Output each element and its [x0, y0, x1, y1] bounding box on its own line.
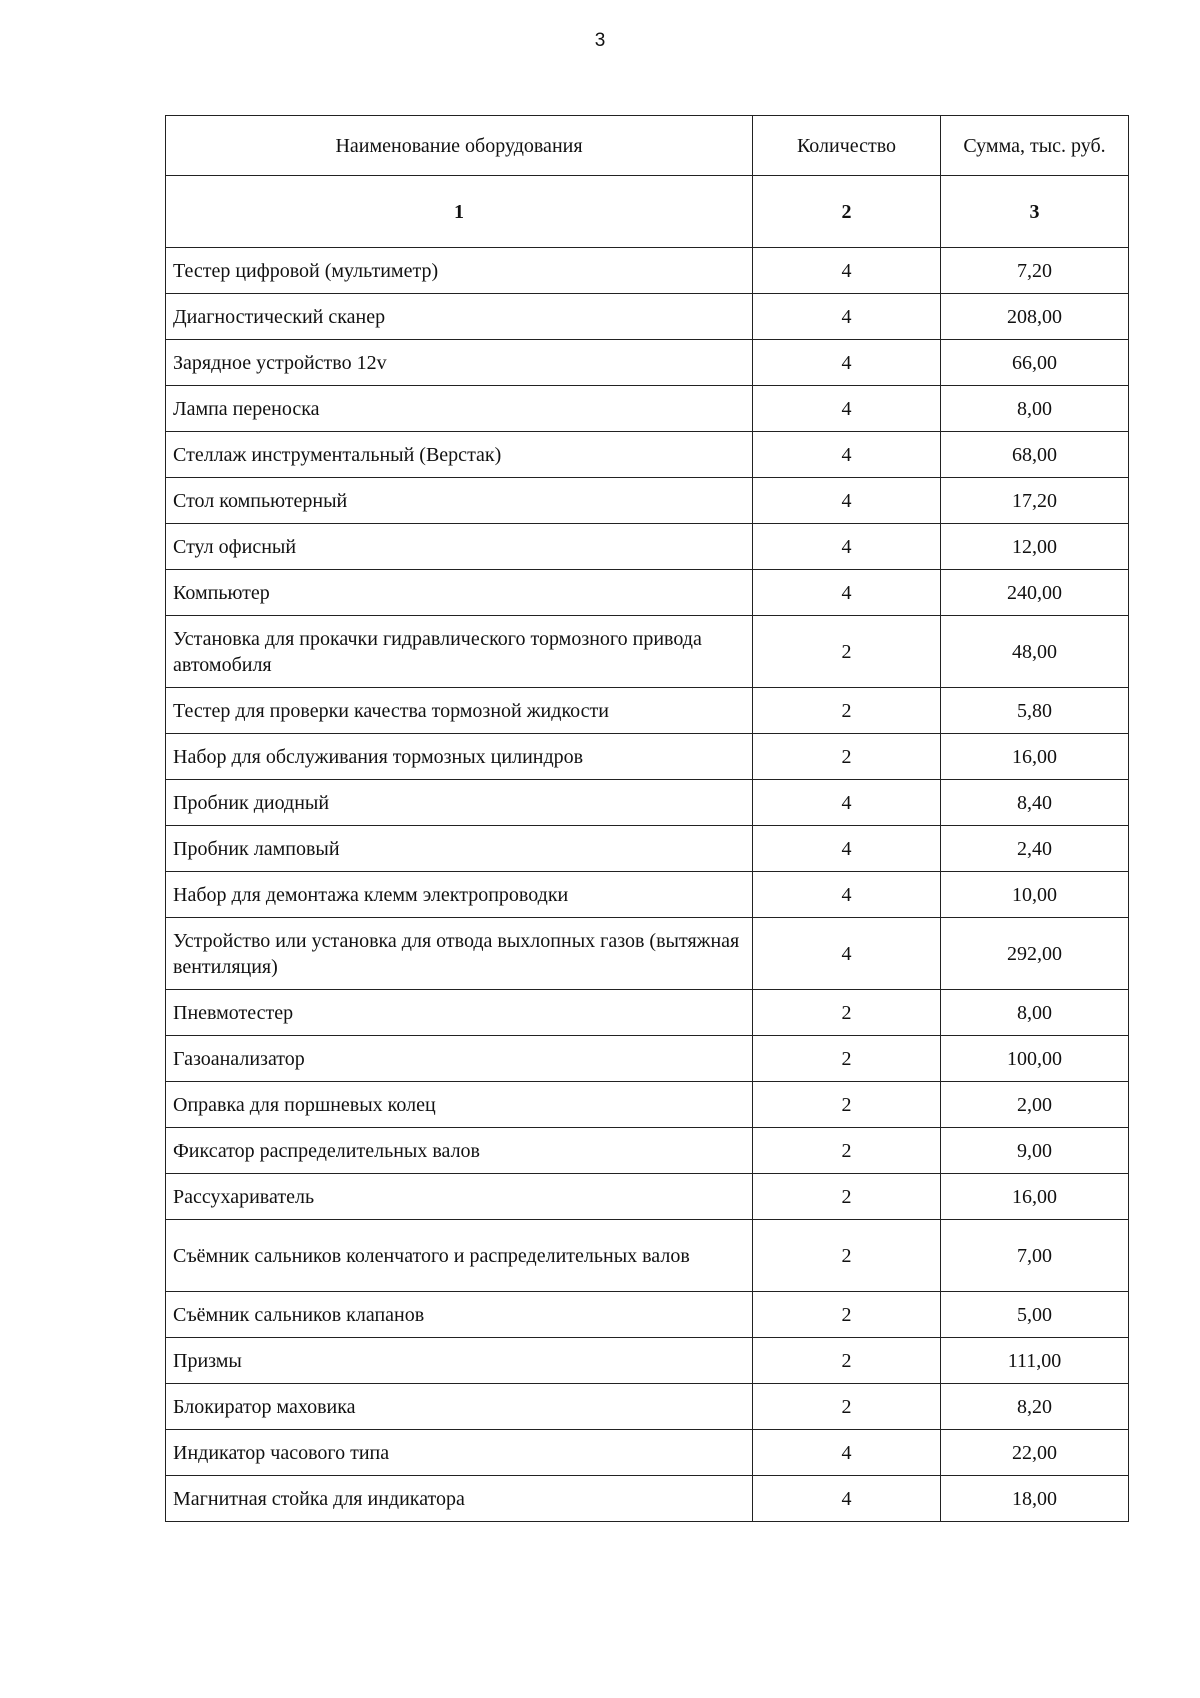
- column-number-3: 3: [941, 176, 1129, 248]
- table-row: [166, 1082, 1129, 1128]
- sum-cell: 9,00: [941, 1128, 1129, 1174]
- table-row: [166, 990, 1129, 1036]
- table-row: [166, 826, 1129, 872]
- column-number-2: 2: [753, 176, 941, 248]
- equipment-name-cell: Оправка для поршневых колец: [166, 1082, 753, 1128]
- table-row: [166, 872, 1129, 918]
- table-row: [166, 734, 1129, 780]
- sum-cell: 18,00: [941, 1476, 1129, 1522]
- equipment-name-cell: Тестер цифровой (мультиметр): [166, 248, 753, 294]
- quantity-cell: 4: [753, 570, 941, 616]
- table-row: [166, 1292, 1129, 1338]
- quantity-cell: 4: [753, 248, 941, 294]
- equipment-name-cell: Призмы: [166, 1338, 753, 1384]
- sum-cell: 8,00: [941, 386, 1129, 432]
- table-row: [166, 1128, 1129, 1174]
- table-row: [166, 1220, 1129, 1292]
- sum-cell: 16,00: [941, 1174, 1129, 1220]
- equipment-name-cell: Зарядное устройство 12v: [166, 340, 753, 386]
- equipment-name-cell: Диагностический сканер: [166, 294, 753, 340]
- sum-cell: 100,00: [941, 1036, 1129, 1082]
- column-number-row: [166, 176, 1129, 248]
- equipment-name-cell: Пневмотестер: [166, 990, 753, 1036]
- table-row: [166, 386, 1129, 432]
- quantity-cell: 4: [753, 432, 941, 478]
- sum-cell: 66,00: [941, 340, 1129, 386]
- column-number-1: 1: [166, 176, 753, 248]
- equipment-name-cell: Рассухариватель: [166, 1174, 753, 1220]
- quantity-cell: 4: [753, 918, 941, 990]
- quantity-cell: 2: [753, 1292, 941, 1338]
- table-row: [166, 1036, 1129, 1082]
- quantity-cell: 2: [753, 1036, 941, 1082]
- equipment-name-cell: Установка для прокачки гидравлического тормозного привода автомобиля: [166, 616, 753, 688]
- sum-cell: 208,00: [941, 294, 1129, 340]
- table-row: [166, 918, 1129, 990]
- sum-cell: 8,40: [941, 780, 1129, 826]
- quantity-cell: 4: [753, 780, 941, 826]
- equipment-name-cell: Стул офисный: [166, 524, 753, 570]
- equipment-name-cell: Устройство или установка для отвода выхлопных газов (вытяжная вентиляция): [166, 918, 753, 990]
- equipment-name-cell: Блокиратор маховика: [166, 1384, 753, 1430]
- sum-cell: 10,00: [941, 872, 1129, 918]
- table-row: [166, 616, 1129, 688]
- table-row: [166, 248, 1129, 294]
- quantity-cell: 2: [753, 1082, 941, 1128]
- equipment-name-cell: Съёмник сальников коленчатого и распределительных валов: [166, 1220, 753, 1292]
- sum-cell: 68,00: [941, 432, 1129, 478]
- equipment-name-cell: Пробник диодный: [166, 780, 753, 826]
- header-quantity: Количество: [753, 116, 941, 176]
- equipment-name-cell: Набор для обслуживания тормозных цилиндров: [166, 734, 753, 780]
- quantity-cell: 4: [753, 1476, 941, 1522]
- equipment-name-cell: Пробник ламповый: [166, 826, 753, 872]
- sum-cell: 8,00: [941, 990, 1129, 1036]
- quantity-cell: 4: [753, 524, 941, 570]
- sum-cell: 5,00: [941, 1292, 1129, 1338]
- header-name: Наименование оборудования: [166, 116, 753, 176]
- quantity-cell: 2: [753, 616, 941, 688]
- table-row: [166, 688, 1129, 734]
- equipment-name-cell: Съёмник сальников клапанов: [166, 1292, 753, 1338]
- quantity-cell: 4: [753, 1430, 941, 1476]
- table-row: [166, 570, 1129, 616]
- quantity-cell: 2: [753, 1338, 941, 1384]
- quantity-cell: 2: [753, 1128, 941, 1174]
- sum-cell: 22,00: [941, 1430, 1129, 1476]
- table-row: [166, 524, 1129, 570]
- equipment-name-cell: Индикатор часового типа: [166, 1430, 753, 1476]
- quantity-cell: 2: [753, 1220, 941, 1292]
- equipment-name-cell: Фиксатор распределительных валов: [166, 1128, 753, 1174]
- equipment-name-cell: Стеллаж инструментальный (Верстак): [166, 432, 753, 478]
- sum-cell: 48,00: [941, 616, 1129, 688]
- sum-cell: 7,20: [941, 248, 1129, 294]
- table-row: [166, 1476, 1129, 1522]
- equipment-name-cell: Тестер для проверки качества тормозной жидкости: [166, 688, 753, 734]
- header-sum: Сумма, тыс. руб.: [941, 116, 1129, 176]
- sum-cell: 5,80: [941, 688, 1129, 734]
- table-row: [166, 340, 1129, 386]
- sum-cell: 7,00: [941, 1220, 1129, 1292]
- sum-cell: 292,00: [941, 918, 1129, 990]
- table-row: [166, 478, 1129, 524]
- quantity-cell: 4: [753, 826, 941, 872]
- equipment-table: [165, 115, 1129, 1522]
- sum-cell: 16,00: [941, 734, 1129, 780]
- sum-cell: 17,20: [941, 478, 1129, 524]
- table-row: [166, 780, 1129, 826]
- sum-cell: 12,00: [941, 524, 1129, 570]
- equipment-name-cell: Компьютер: [166, 570, 753, 616]
- table-row: [166, 1174, 1129, 1220]
- equipment-name-cell: Стол компьютерный: [166, 478, 753, 524]
- equipment-name-cell: Лампа переноска: [166, 386, 753, 432]
- table-row: [166, 1384, 1129, 1430]
- equipment-name-cell: Газоанализатор: [166, 1036, 753, 1082]
- sum-cell: 111,00: [941, 1338, 1129, 1384]
- equipment-name-cell: Магнитная стойка для индикатора: [166, 1476, 753, 1522]
- equipment-name-cell: Набор для демонтажа клемм электропроводки: [166, 872, 753, 918]
- page-number: 3: [594, 30, 606, 51]
- quantity-cell: 2: [753, 1174, 941, 1220]
- table-header-row: [166, 116, 1129, 176]
- sum-cell: 2,00: [941, 1082, 1129, 1128]
- quantity-cell: 4: [753, 478, 941, 524]
- quantity-cell: 2: [753, 990, 941, 1036]
- quantity-cell: 2: [753, 688, 941, 734]
- sum-cell: 8,20: [941, 1384, 1129, 1430]
- quantity-cell: 4: [753, 340, 941, 386]
- quantity-cell: 4: [753, 294, 941, 340]
- quantity-cell: 2: [753, 734, 941, 780]
- table-row: [166, 1430, 1129, 1476]
- quantity-cell: 4: [753, 872, 941, 918]
- quantity-cell: 4: [753, 386, 941, 432]
- table-row: [166, 294, 1129, 340]
- sum-cell: 240,00: [941, 570, 1129, 616]
- table-row: [166, 432, 1129, 478]
- quantity-cell: 2: [753, 1384, 941, 1430]
- table-row: [166, 1338, 1129, 1384]
- sum-cell: 2,40: [941, 826, 1129, 872]
